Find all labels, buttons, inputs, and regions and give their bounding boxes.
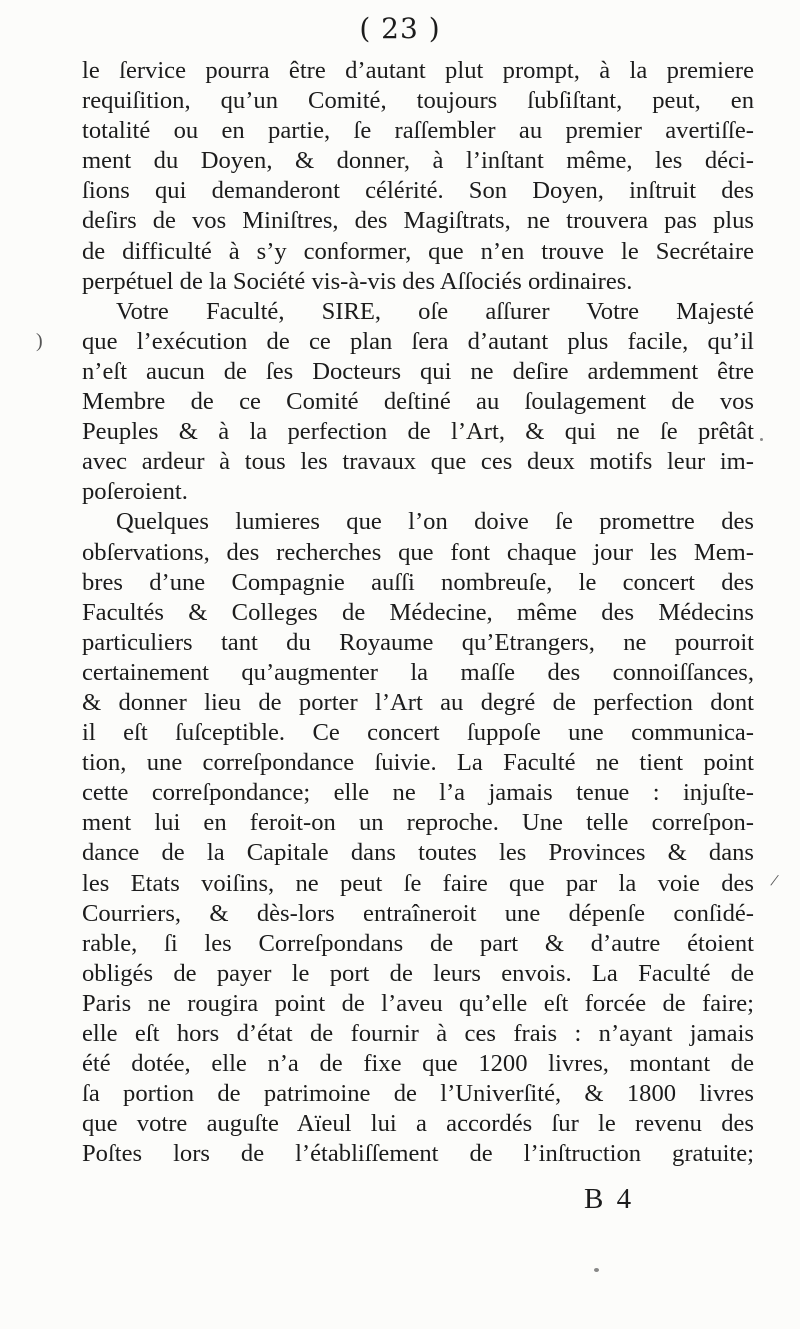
margin-mark-right: / (769, 869, 781, 891)
text-line: cette correſpondance; elle ne l’a jamais tenue : injuſte- (82, 779, 754, 807)
signature-mark: B 4 (584, 1183, 635, 1215)
body-text (82, 56, 754, 1169)
text-line: que votre auguſte Aïeul lui a accordés ſur le revenu des (82, 1110, 754, 1138)
text-line: Poſtes lors de l’établiſſement de l’inſtruction gratuite; (82, 1140, 754, 1168)
text-line: n’eſt aucun de ſes Docteurs qui ne deſire ardemment être (82, 357, 754, 385)
text-line: ment du Doyen, & donner, à l’inſtant même, les déci- (82, 147, 754, 175)
text-line: obligés de payer le port de leurs envois. La Faculté de (82, 959, 754, 987)
text-line: Facultés & Colleges de Médecine, même des Médecins (82, 598, 754, 626)
text-line: totalité ou en partie, ſe raſſembler au premier avertiſſe- (82, 117, 754, 145)
text-line: certainement qu’augmenter la maſſe des connoiſſances, (82, 658, 754, 686)
text-line: les Etats voiſins, ne peut ſe faire que par la voie des (82, 869, 754, 897)
text-line: ſa portion de patrimoine de l’Univerſité, & 1800 livres (82, 1080, 754, 1108)
text-line: que l’exécution de ce plan ſera d’autant plus facile, qu’il (82, 327, 754, 355)
ink-speck (760, 438, 763, 441)
paragraph-start-line: Quelques lumieres que l’on doive ſe promettre des (116, 508, 754, 536)
text-line: deſirs de vos Miniſtres, des Magiſtrats, ne trouvera pas plus (82, 207, 754, 235)
text-line: ſions qui demanderont célérité. Son Doyen, inſtruit des (82, 177, 754, 205)
text-line: dance de la Capitale dans toutes les Provinces & dans (82, 839, 754, 867)
text-line: avec ardeur à tous les travaux que ces deux motifs leur im- (82, 448, 754, 476)
text-line: de difficulté à s’y conformer, que n’en trouve le Secrétaire (82, 237, 754, 265)
text-line: Peuples & à la perfection de l’Art, & qui ne ſe prêtât (82, 418, 754, 446)
text-line: poſeroient. (82, 478, 188, 506)
text-line: rable, ſi les Correſpondans de part & d’autre étoient (82, 929, 754, 957)
text-line: ment lui en feroit-on un reproche. Une telle correſpon- (82, 809, 754, 837)
text-line: Membre de ce Comité deſtiné au ſoulagement de vos (82, 388, 754, 416)
text-line: bres d’une Compagnie auſſi nombreuſe, le concert des (82, 568, 754, 596)
text-line: obſervations, des recherches que font chaque jour les Mem- (82, 538, 754, 566)
text-line: requiſition, qu’un Comité, toujours ſubſiſtant, peut, en (82, 87, 754, 115)
paragraph-start-line: Votre Faculté, SIRE, oſe aſſurer Votre Majesté (116, 297, 754, 325)
text-line: le ſervice pourra être d’autant plut prompt, à la premiere (82, 57, 754, 84)
text-line: & donner lieu de porter l’Art au degré de perfection dont (82, 688, 754, 716)
text-line: elle eſt hors d’état de fournir à ces frais : n’ayant jamais (82, 1020, 754, 1047)
text-line: tion, une correſpondance ſuivie. La Faculté ne tient point (82, 749, 754, 777)
text-line: il eſt ſuſceptible. Ce concert ſuppoſe une communica- (82, 719, 754, 747)
ink-speck (594, 1268, 599, 1272)
text-line: été dotée, elle n’a de fixe que 1200 livres, montant de (82, 1050, 754, 1078)
margin-mark-left: ) (36, 330, 43, 352)
page-number: ( 23 ) (359, 12, 441, 45)
text-line: perpétuel de la Société vis-à-vis des Aſſociés ordinaires. (82, 267, 633, 295)
text-line: particuliers tant du Royaume qu’Etrangers, ne pourroit (82, 628, 754, 656)
text-line: Courriers, & dès-lors entraîneroit une dépenſe conſidé- (82, 899, 754, 927)
text-line: Paris ne rougira point de l’aveu qu’elle eſt forcée de faire; (82, 989, 754, 1017)
